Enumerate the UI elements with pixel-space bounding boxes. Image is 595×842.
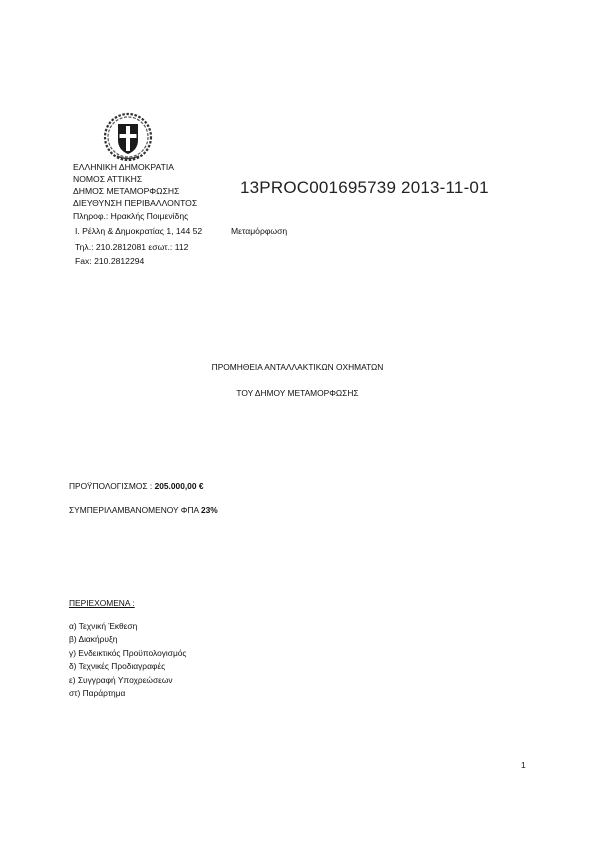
header-line-municipality: ΔΗΜΟΣ ΜΕΤΑΜΟΡΦΩΣΗΣ	[73, 186, 180, 196]
page-number: 1	[521, 760, 526, 770]
list-item: α) Τεχνική Έκθεση	[69, 621, 138, 631]
list-item: δ) Τεχνικές Προδιαγραφές	[69, 661, 166, 672]
document-title-line1: ΠΡΟΜΗΘΕΙΑ ΑΝΤΑΛΛΑΚΤΙΚΩΝ ΟΧΗΜΑΤΩΝ	[211, 362, 384, 372]
list-item: β) Διακήρυξη	[69, 634, 118, 645]
document-title-line2: ΤΟΥ ΔΗΜΟΥ ΜΕΤΑΜΟΡΦΩΣΗΣ	[236, 388, 359, 398]
list-item: στ) Παράρτημα	[69, 688, 126, 699]
header-line-republic: ΕΛΛΗΝΙΚΗ ΔΗΜΟΚΡΑΤΙΑ	[73, 162, 174, 172]
vat-value: 23%	[200, 505, 218, 515]
header-line-info-contact: Πληροφ.: Ηρακλής Ποιμενίδης	[73, 211, 189, 221]
header-line-prefecture: ΝΟΜΟΣ ΑΤΤΙΚΗΣ	[73, 174, 143, 184]
budget-label: ΠΡΟΫΠΟΛΟΓΙΣΜΟΣ :	[69, 481, 155, 491]
header-city: Μεταμόρφωση	[231, 226, 288, 236]
header-fax: Fax: 210.2812294	[75, 256, 145, 266]
contents-heading: ΠΕΡΙΕΧΟΜΕΝΑ :	[69, 598, 135, 608]
header-address: Ι. Ρέλλη & Δημοκρατίας 1, 144 52	[75, 226, 203, 236]
budget-amount: 205.000,00 €	[154, 481, 204, 491]
header-phone: Τηλ.: 210.2812081 εσωτ.: 112	[75, 242, 189, 252]
list-item: γ) Ενδεικτικός Προϋπολογισμός	[69, 647, 187, 658]
contents-list	[69, 620, 186, 700]
document-id: 13PROC001695739 2013-11-01	[240, 178, 489, 197]
list-item: ε) Συγγραφή Υποχρεώσεων	[69, 674, 173, 685]
budget-line	[69, 481, 203, 491]
vat-label: ΣΥΜΠΕΡΙΛΑΜΒΑΝΟΜΕΝΟΥ ΦΠΑ	[69, 505, 201, 515]
coat-of-arms-emblem	[103, 112, 153, 162]
header-line-directorate: ΔΙΕΥΘΥΝΣΗ ΠΕΡΙΒΑΛΛΟΝΤΟΣ	[73, 198, 198, 208]
vat-line	[69, 505, 218, 515]
